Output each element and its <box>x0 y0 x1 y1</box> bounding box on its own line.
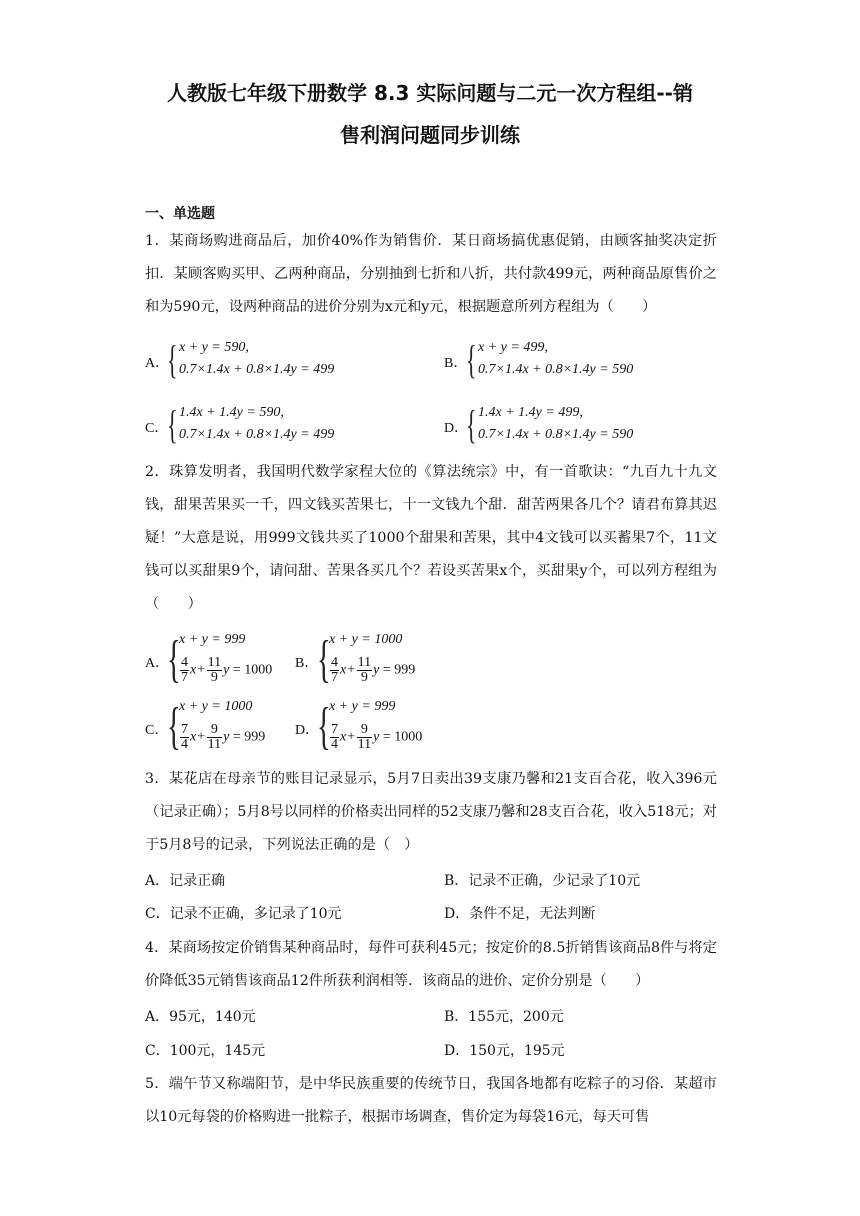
fraction-denominator: 11 <box>357 737 372 752</box>
q1-option-b-eq2: 0.7×1.4x + 0.8×1.4y = 590 <box>478 362 634 377</box>
fraction-denominator: 11 <box>207 737 222 752</box>
q1-option-d-label: D． <box>444 421 469 436</box>
q2-option-c-eq1: x + y = 1000 <box>179 699 253 714</box>
q4-options-row-1 <box>145 1002 717 1032</box>
question-5-text: 5．端午节又称端阳节，是中华民族重要的传统节日，我国各地都有吃粽子的习俗．某超市以10元每袋的价格购进一批粽子，根据市场调查，售价定为每袋16元，每天可售 <box>145 1076 717 1125</box>
equation-rhs: = 999 <box>232 729 266 745</box>
q1-option-b-label: B． <box>444 356 468 371</box>
equation-rhs: = 1000 <box>382 729 423 745</box>
q2-option-a-eq1: x + y = 999 <box>179 632 246 647</box>
question-1-text: 1．某商场购进商品后，加价40%作为销售价．某日商场搞优惠促销，由顾客抽奖决定折扣．某顾客购买甲、乙两种商品，分别抽到七折和八折，共付款499元，两种商品原售价之和为590元，设两种商品的进价分别为x元和y元，根据题意所列方程组为（ ） <box>145 233 717 315</box>
brace-icon: { <box>167 402 178 447</box>
q2-option-b-eq2: $\frac{4}{7}$ x+ $\frac{11}{9}$ y = 999 <box>331 655 416 685</box>
brace-icon: { <box>167 631 181 688</box>
fraction-denominator: 9 <box>360 670 368 685</box>
fraction-denominator: 4 <box>181 737 188 752</box>
q1-option-b-eq1: x + y = 499, <box>478 340 548 355</box>
document-title-line-1: 人教版七年级下册数学 8.3 实际问题与二元一次方程组--销 <box>167 81 693 105</box>
section-heading: 一、单选题 <box>145 206 215 222</box>
equation-rhs: = 999 <box>382 662 416 678</box>
q3-options-row-2 <box>145 899 717 929</box>
q1-option-c-eq1: 1.4x + 1.4y = 590, <box>179 405 284 420</box>
brace-icon: { <box>317 631 331 688</box>
q1-option-c-eq2: 0.7×1.4x + 0.8×1.4y = 499 <box>179 427 335 442</box>
q4-option-b: B．155元，200元 <box>444 1009 564 1025</box>
q2-option-a <box>145 630 295 690</box>
q2-option-a-label: A． <box>145 656 170 671</box>
q1-option-d-eq2: 0.7×1.4x + 0.8×1.4y = 590 <box>478 427 634 442</box>
q2-option-b-label: B． <box>295 656 319 671</box>
q2-option-c <box>145 697 295 757</box>
fraction-numerator: 11 <box>207 655 222 670</box>
fraction-numerator: 7 <box>331 722 338 737</box>
q2-option-c-eq2: $\frac{7}{4}$ x+ $\frac{9}{11}$ y = 999 <box>181 722 266 752</box>
brace-icon: { <box>317 698 331 755</box>
q2-option-b <box>295 630 445 690</box>
q2-option-d <box>295 697 445 757</box>
q1-option-a-eq1: x + y = 590, <box>179 340 249 355</box>
fraction-denominator: 7 <box>181 670 188 685</box>
q4-option-a: A．95元，140元 <box>145 1009 256 1025</box>
q4-option-d: D．150元，195元 <box>444 1043 565 1059</box>
brace-icon: { <box>167 337 178 382</box>
fraction-denominator: 9 <box>210 670 218 685</box>
brace-icon: { <box>466 402 477 447</box>
q2-option-d-eq1: x + y = 999 <box>329 699 396 714</box>
fraction-numerator: 4 <box>331 655 338 670</box>
question-3-text: 3．某花店在母亲节的账目记录显示，5月7日卖出39支康乃馨和21支百合花，收入396元（记录正确）；5月8号以同样的价格卖出同样的52支康乃馨和28支百合花，收入518元；对于5月8号的记录，下列说法正确的是（ ） <box>145 771 717 853</box>
q2-option-b-eq1: x + y = 1000 <box>329 632 403 647</box>
fraction-numerator: 9 <box>207 723 222 738</box>
q3-options-row-1 <box>145 866 717 896</box>
q3-option-b: B．记录不正确，少记录了10元 <box>444 873 641 889</box>
question-2-text: 2．珠算发明者，我国明代数学家程大位的《算法统宗》中，有一首歌诀：“九百九十九文钱，甜果苦果买一千，四文钱买苦果七，十一文钱九个甜．甜苦两果各几个？请君布算其迟疑！”大意是说，用999文钱共买了1000个甜果和苦果，其中4文钱可以买蓄果7个，11文钱可以买甜果9个，请问甜、苦果各买几个？若设买苦果x个，买甜果y个，可以列方程组为（ ） <box>145 464 717 612</box>
fraction-numerator: 9 <box>357 723 372 738</box>
q1-option-d-eq1: 1.4x + 1.4y = 499, <box>478 405 583 420</box>
brace-icon: { <box>466 337 477 382</box>
brace-icon: { <box>167 698 181 755</box>
q3-option-a: A．记录正确 <box>145 873 226 889</box>
fraction-denominator: 7 <box>331 670 338 685</box>
q1-option-b <box>444 337 734 384</box>
q1-option-a-eq2: 0.7×1.4x + 0.8×1.4y = 499 <box>179 362 335 377</box>
fraction-numerator: 7 <box>181 722 188 737</box>
fraction-numerator: 11 <box>357 655 372 670</box>
q1-option-d <box>444 402 734 449</box>
q2-option-a-eq2: $\frac{4}{7}$ x+ $\frac{11}{9}$ y = 1000 <box>181 655 273 685</box>
q2-option-d-label: D． <box>295 723 320 738</box>
q4-options-row-2 <box>145 1036 717 1066</box>
q1-option-c <box>145 402 435 449</box>
document-title-line-2: 售利润问题同步训练 <box>340 123 520 147</box>
question-4-text: 4．某商场按定价销售某种商品时，每件可获利45元；按定价的8.5折销售该商品8件与将定价降低35元销售该商品12件所获利润相等．该商品的进价、定价分别是（ ） <box>145 940 717 989</box>
q1-option-a <box>145 337 435 384</box>
equation-rhs: = 1000 <box>232 662 273 678</box>
q3-option-c: C．记录不正确，多记录了10元 <box>145 906 342 922</box>
q2-option-c-label: C． <box>145 723 169 738</box>
fraction-numerator: 4 <box>181 655 188 670</box>
q1-option-a-label: A． <box>145 356 170 371</box>
q3-option-d: D．条件不足，无法判断 <box>444 906 596 922</box>
q4-option-c: C．100元，145元 <box>145 1043 266 1059</box>
fraction-denominator: 4 <box>331 737 338 752</box>
q2-option-d-eq2: $\frac{7}{4}$ x+ $\frac{9}{11}$ y = 1000 <box>331 722 423 752</box>
q1-option-c-label: C． <box>145 421 169 436</box>
